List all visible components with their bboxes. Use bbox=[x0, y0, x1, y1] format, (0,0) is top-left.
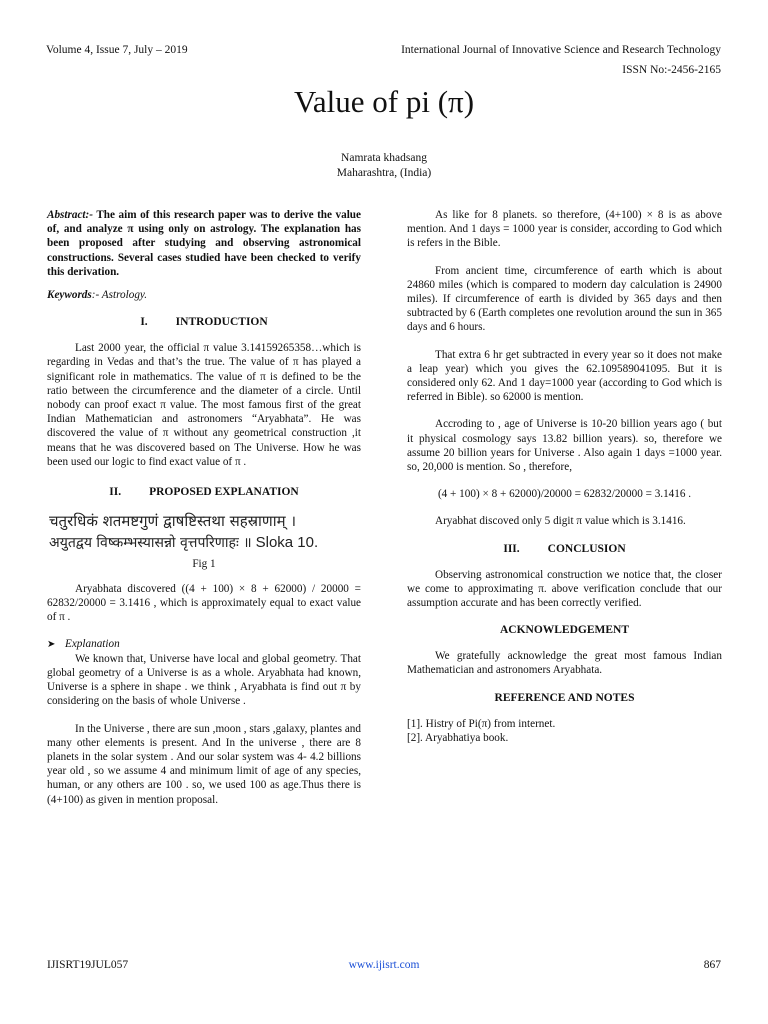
page-title: Value of pi (π) bbox=[293, 84, 475, 119]
proposed-paragraph: Aryabhata discovered ((4 + 100) × 8 + 62000) / 20000 = 62832/20000 = 3.1416 , which is approximately equal to exact value of π . bbox=[47, 583, 361, 624]
author-name: Namrata khadsang bbox=[341, 152, 427, 164]
section-number: I. bbox=[140, 316, 148, 329]
section-title: INTRODUCTION bbox=[175, 316, 268, 329]
section-heading-introduction bbox=[47, 316, 361, 328]
reference-1: [1]. Histry of Pi(π) from internet. bbox=[407, 717, 556, 730]
left-column bbox=[47, 208, 361, 807]
section-number: III. bbox=[503, 542, 520, 555]
right-paragraph-3: That extra 6 hr get subtracted in every year so it does not make a leap year) which you gives the 62.109589041095. But it is considered only 62. And 1 day=1000 year (according to God which is referred in Bible). so 62000 is mention. bbox=[407, 348, 722, 404]
section-heading-proposed bbox=[47, 486, 361, 498]
page-number: 867 bbox=[703, 959, 721, 971]
intro-paragraph: Last 2000 year, the official π value 3.14159265358…which is regarding in Vedas and that’s the true. The value of π has played a significant role in mathematics. The value of π is defined to be the ratio between the circumference and the diameter of a circle. Until nobody can proof exact π value. The most famous first of the great Indian Mathematician and astronomers “Aryabhata”. He was discovered the value of π without any geometrical construction ,it means that he was discovered based on The Universe. How he was been used our logic to find exact value of π . bbox=[47, 342, 361, 468]
sanskrit-line-1: चतुरधिकं शतमष्टगुणं द्वाषष्टिस्तथा सहस्राणाम् । bbox=[49, 512, 297, 531]
section-number: II. bbox=[109, 486, 122, 499]
abstract-text: The aim of this research paper was to derive the value of, and analyze π using only on astrology. The explanation has been proposed after studying and observing astronomical constructions. Several cases studied have been checked to verify this derivation. bbox=[47, 209, 361, 278]
volume-info: Volume 4, Issue 7, July – 2019 bbox=[46, 44, 188, 56]
right-paragraph-2: From ancient time, circumference of earth which is about 24860 miles (which is compared to modern day calculation is 24900 miles). If circumference of earth is divided by 365 days and then subtracted by 6 (Earth completes one revolution around the sun in 365 days and 6 hours. bbox=[407, 264, 722, 334]
section-title: CONCLUSION bbox=[547, 542, 626, 555]
right-paragraph-5: Aryabhat discoved only 5 digit π value which is 3.1416. bbox=[435, 515, 686, 528]
section-title: PROPOSED EXPLANATION bbox=[149, 486, 299, 499]
explanation-paragraph-1: We known that, Universe have local and global geometry. That global geometry of a Universe is as a whole. Aryabhata had known, Universe is a sphere in shape . we think , Aryabhata is find out π by considering on the basis of whole Universe . bbox=[47, 652, 361, 708]
keywords bbox=[47, 288, 361, 302]
abstract bbox=[47, 208, 361, 279]
sloka-label: Sloka 10. bbox=[255, 534, 319, 552]
bullet-arrow-icon: ➤ bbox=[47, 638, 56, 650]
footer-code: IJISRT19JUL057 bbox=[47, 959, 129, 971]
right-paragraph-4: Accroding to , age of Universe is 10-20 billion years ago ( but it physical cosmology says 13.82 billion years). so, therefore we assume 20 billion years for Universe . Also again 1 days =1000 year. so, 20,000 is mention. So , therefore, bbox=[407, 418, 722, 474]
keywords-text: :- Astrology. bbox=[91, 289, 148, 302]
footer-url-text[interactable]: www.ijisrt.com bbox=[348, 959, 420, 971]
sanskrit-line-2-text: अयुतद्वय विष्कम्भस्यासन्नो वृत्तपरिणाहः ॥ bbox=[49, 535, 252, 552]
journal-name: International Journal of Innovative Science and Research Technology bbox=[401, 44, 721, 56]
acknowledgement-heading: ACKNOWLEDGEMENT bbox=[499, 624, 630, 637]
reference-2: [2]. Aryabhatiya book. bbox=[407, 731, 509, 744]
explanation-subheading bbox=[47, 637, 361, 652]
explanation-paragraph-2: In the Universe , there are sun ,moon , stars ,galaxy, plantes and many other elements is present. And In the universe , there are 8 planets in the solar system . And our solar system was 4- 4.2 billions year old , so we assume 4 and minimum limit of age of any species, human, or any others are 100 . so, we used 100 as age.Thus there is (4+100) as given in mention proposal. bbox=[47, 722, 361, 806]
author-affiliation: Maharashtra, (India) bbox=[336, 167, 432, 179]
issn: ISSN No:-2456-2165 bbox=[622, 64, 721, 76]
equation: (4 + 100) × 8 + 62000)/20000 = 62832/20000 = 3.1416 . bbox=[437, 488, 692, 501]
explanation-label: Explanation bbox=[65, 637, 120, 650]
acknowledgement-paragraph: We gratefully acknowledge the great most famous Indian Mathematician and astronomers Aryabhata. bbox=[407, 650, 722, 677]
sanskrit-line-2 bbox=[49, 532, 339, 554]
keywords-label: Keywords bbox=[47, 289, 92, 302]
sanskrit-figure bbox=[49, 510, 339, 560]
references-heading: REFERENCE AND NOTES bbox=[494, 691, 635, 704]
right-paragraph-1: As like for 8 planets. so therefore, (4+100) × 8 is as above mention. And 1 days = 1000 year is consider, according to God which is refers in the Bible. bbox=[407, 209, 722, 250]
figure-caption: Fig 1 bbox=[192, 558, 216, 571]
abstract-label: Abstract:- bbox=[47, 209, 93, 221]
section-heading-conclusion bbox=[407, 543, 722, 555]
conclusion-paragraph: Observing astronomical construction we notice that, the closer we come to approximating π. above verification conclude that our assumption accurate and has been correctly verified. bbox=[407, 568, 722, 610]
right-column bbox=[407, 208, 722, 745]
